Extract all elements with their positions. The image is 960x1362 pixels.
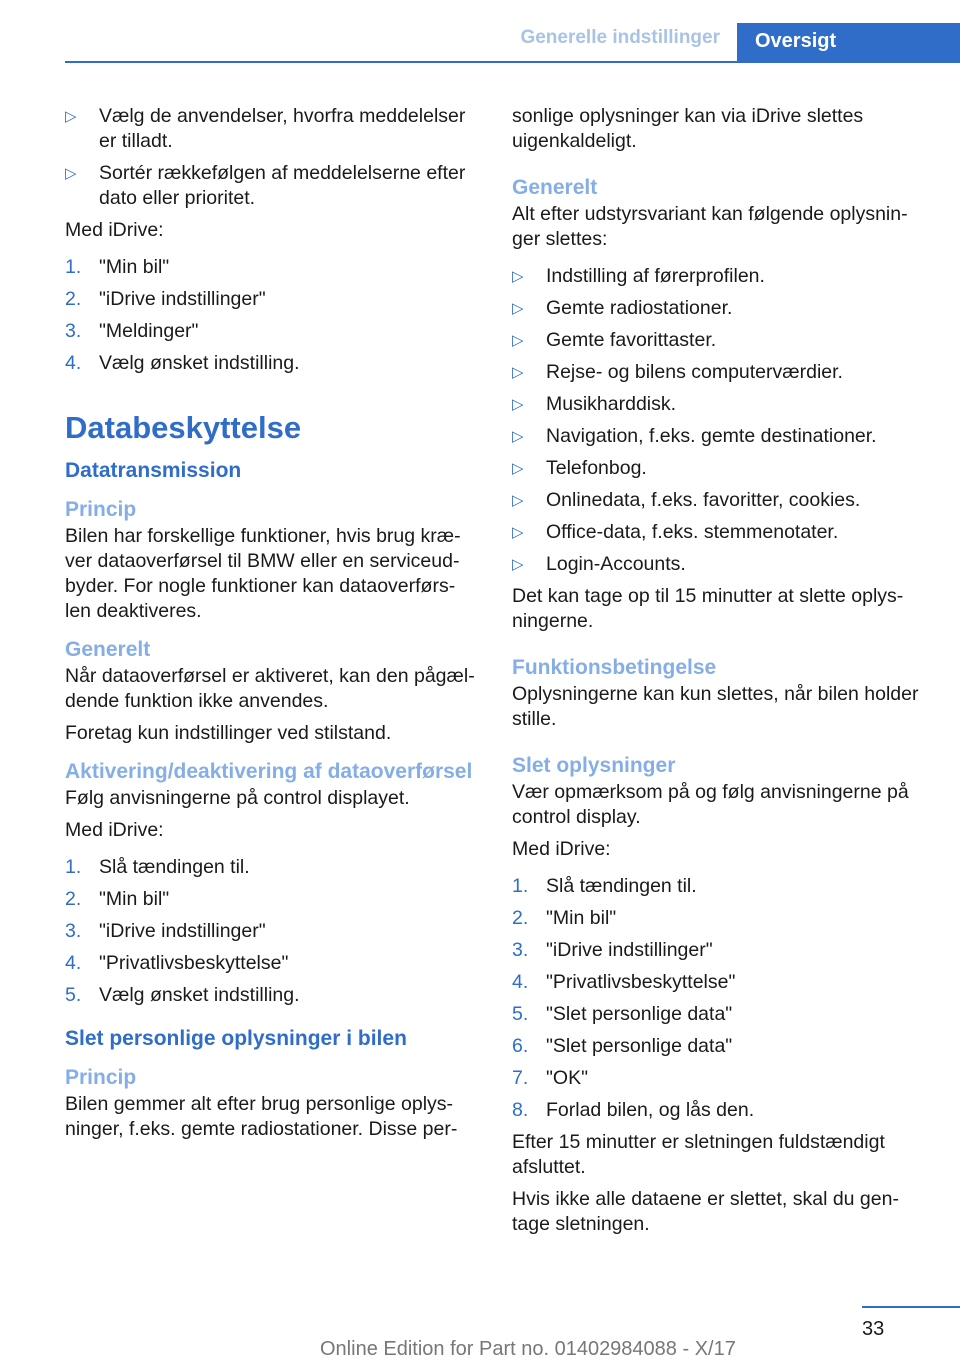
step-text: "Slet personlige data" (546, 1035, 733, 1057)
step-item (512, 970, 932, 995)
bullet-text: Sortér rækkefølgen af meddelelserne efter dato eller prioritet. (99, 162, 466, 209)
step-item (65, 983, 480, 1008)
step-text: Forlad bilen, og lås den. (546, 1099, 755, 1121)
page-header (0, 0, 960, 62)
paragraph-deletion-time: Det kan tage op til 15 minutter at slette oplys‐ ningerne. (512, 585, 904, 632)
steps-list-slet (512, 874, 932, 1123)
paragraph-continued: sonlige oplysninger kan via iDrive slettes uigenkaldeligt. (512, 105, 864, 152)
step-number: 5. (65, 984, 82, 1006)
heading-slet-oplysninger: Slet oplysninger (512, 754, 676, 777)
step-text: "iDrive indstillinger" (546, 939, 713, 961)
step-number: 2. (65, 888, 82, 910)
footer-divider (862, 1306, 960, 1308)
step-item (65, 351, 480, 376)
step-text: "Privatlivsbeskyttelse" (546, 971, 736, 993)
step-text: "Min bil" (99, 888, 170, 910)
step-number: 1. (512, 875, 529, 897)
header-section-title: Generelle indstillinger (520, 27, 720, 48)
triangle-bullet-icon: ▷ (512, 364, 524, 381)
step-text: "iDrive indstillinger" (99, 288, 266, 310)
bullet-text: Telefonbog. (546, 457, 647, 479)
triangle-bullet-icon: ▷ (512, 332, 524, 349)
bullet-text: Musikharddisk. (546, 393, 677, 415)
triangle-bullet-icon: ▷ (65, 108, 77, 125)
triangle-bullet-icon: ▷ (512, 268, 524, 285)
bullet-item (512, 264, 932, 289)
triangle-bullet-icon: ▷ (512, 524, 524, 541)
med-idrive-label: Med iDrive: (65, 219, 164, 241)
left-column (65, 104, 480, 1149)
heading-funktionsbetingelse: Funktionsbetingelse (512, 656, 717, 679)
step-number: 8. (512, 1099, 529, 1121)
bullet-item (65, 104, 480, 154)
bullet-text: Gemte radiostationer. (546, 297, 733, 319)
step-number: 4. (512, 971, 529, 993)
bullet-text: Onlinedata, f.eks. favoritter, cookies. (546, 489, 861, 511)
step-item (512, 1034, 932, 1059)
step-item (65, 951, 480, 976)
step-number: 3. (65, 920, 82, 942)
bullet-text: Gemte favorittaster. (546, 329, 717, 351)
right-column (512, 104, 932, 1244)
step-number: 1. (65, 856, 82, 878)
bullet-text: Navigation, f.eks. gemte destinationer. (546, 425, 877, 447)
bullet-item (512, 360, 932, 385)
heading-princip: Princip (65, 498, 137, 521)
triangle-bullet-icon: ▷ (512, 492, 524, 509)
step-text: Slå tændingen til. (99, 856, 250, 878)
bullet-item (512, 456, 932, 481)
step-item (65, 287, 480, 312)
bullet-text: Vælg de anvendelser, hvorfra meddelelser er tilladt. (99, 105, 466, 152)
step-number: 2. (512, 907, 529, 929)
triangle-bullet-icon: ▷ (65, 165, 77, 182)
header-tab-oversigt: Oversigt (737, 23, 960, 61)
step-item (512, 1002, 932, 1027)
paragraph-funktionsbetingelse: Oplysningerne kan kun slettes, når bilen holder stille. (512, 683, 919, 730)
med-idrive-label: Med iDrive: (512, 838, 611, 860)
step-item (512, 938, 932, 963)
step-number: 5. (512, 1003, 529, 1025)
bullet-item (512, 296, 932, 321)
heading-slet-personlige: Slet personlige oplysninger i bilen (65, 1027, 407, 1050)
step-item (512, 874, 932, 899)
page-number: 33 (862, 1318, 885, 1340)
paragraph-princip: Bilen har forskellige funktioner, hvis brug kræ‐ ver dataoverførsel til BMW eller en serviceud‐ byder. For nogle funktioner kan dataoverførs‐ len deaktiveres. (65, 525, 461, 622)
triangle-bullet-icon: ▷ (512, 556, 524, 573)
step-text: "Min bil" (546, 907, 617, 929)
header-divider (65, 61, 960, 63)
step-number: 2. (65, 288, 82, 310)
step-text: "Min bil" (99, 256, 170, 278)
step-number: 3. (65, 320, 82, 342)
bullet-item (512, 488, 932, 513)
step-item (512, 1066, 932, 1091)
bullet-item (512, 328, 932, 353)
step-number: 6. (512, 1035, 529, 1057)
med-idrive-label: Med iDrive: (65, 819, 164, 841)
heading-generelt-2: Generelt (512, 176, 598, 199)
bullet-item (65, 161, 480, 211)
steps-list-aktivering (65, 855, 480, 1008)
step-item (65, 319, 480, 344)
step-number: 4. (65, 952, 82, 974)
bullet-text: Office-data, f.eks. stemmenotater. (546, 521, 839, 543)
step-item (65, 919, 480, 944)
heading-aktivering: Aktivering/deaktivering af dataoverførsel (65, 760, 473, 783)
steps-list-meldinger (65, 255, 480, 376)
paragraph-generelt-b: Foretag kun indstillinger ved stilstand. (65, 722, 392, 744)
step-number: 1. (65, 256, 82, 278)
heading-databeskyttelse: Databeskyttelse (65, 410, 302, 445)
step-item (65, 255, 480, 280)
step-item (512, 906, 932, 931)
step-number: 7. (512, 1067, 529, 1089)
bullet-list-deletable-data (512, 264, 932, 577)
step-text: "OK" (546, 1067, 589, 1089)
heading-datatransmission: Datatransmission (65, 459, 242, 482)
step-item (65, 855, 480, 880)
bullet-text: Indstilling af førerprofilen. (546, 265, 765, 287)
paragraph-generelt-a: Når dataoverførsel er aktiveret, kan den pågæl‐ dende funktion ikke anvendes. (65, 665, 475, 712)
bullet-list-top (65, 104, 480, 211)
triangle-bullet-icon: ▷ (512, 300, 524, 317)
triangle-bullet-icon: ▷ (512, 396, 524, 413)
step-text: "Privatlivsbeskyttelse" (99, 952, 289, 974)
triangle-bullet-icon: ▷ (512, 428, 524, 445)
bullet-item (512, 552, 932, 577)
paragraph-aktivering: Følg anvisningerne på control displayet. (65, 787, 410, 809)
triangle-bullet-icon: ▷ (512, 460, 524, 477)
step-item (65, 887, 480, 912)
paragraph-final-2: Hvis ikke alle dataene er slettet, skal du gen‐ tage sletningen. (512, 1188, 899, 1235)
step-item (512, 1098, 932, 1123)
edition-note: Online Edition for Part no. 01402984088 - X/17 (320, 1338, 736, 1360)
paragraph-slet-oplysninger: Vær opmærksom på og følg anvisningerne på control display. (512, 781, 909, 828)
paragraph-final-1: Efter 15 minutter er sletningen fuldstændigt afsluttet. (512, 1131, 885, 1178)
step-number: 4. (65, 352, 82, 374)
step-text: Vælg ønsket indstilling. (99, 352, 300, 374)
step-text: "Slet personlige data" (546, 1003, 733, 1025)
paragraph-generelt-2: Alt efter udstyrsvariant kan følgende oplysnin‐ ger slettes: (512, 203, 908, 250)
bullet-item (512, 520, 932, 545)
bullet-text: Rejse- og bilens computerværdier. (546, 361, 843, 383)
bullet-text: Login-Accounts. (546, 553, 686, 575)
heading-generelt: Generelt (65, 638, 151, 661)
bullet-item (512, 392, 932, 417)
paragraph-princip-2: Bilen gemmer alt efter brug personlige oplys‐ ninger, f.eks. gemte radiostationer. Disse per‐ (65, 1093, 458, 1140)
step-text: Vælg ønsket indstilling. (99, 984, 300, 1006)
step-number: 3. (512, 939, 529, 961)
step-text: Slå tændingen til. (546, 875, 697, 897)
step-text: "Meldinger" (99, 320, 199, 342)
bullet-item (512, 424, 932, 449)
step-text: "iDrive indstillinger" (99, 920, 266, 942)
heading-princip-2: Princip (65, 1066, 137, 1089)
